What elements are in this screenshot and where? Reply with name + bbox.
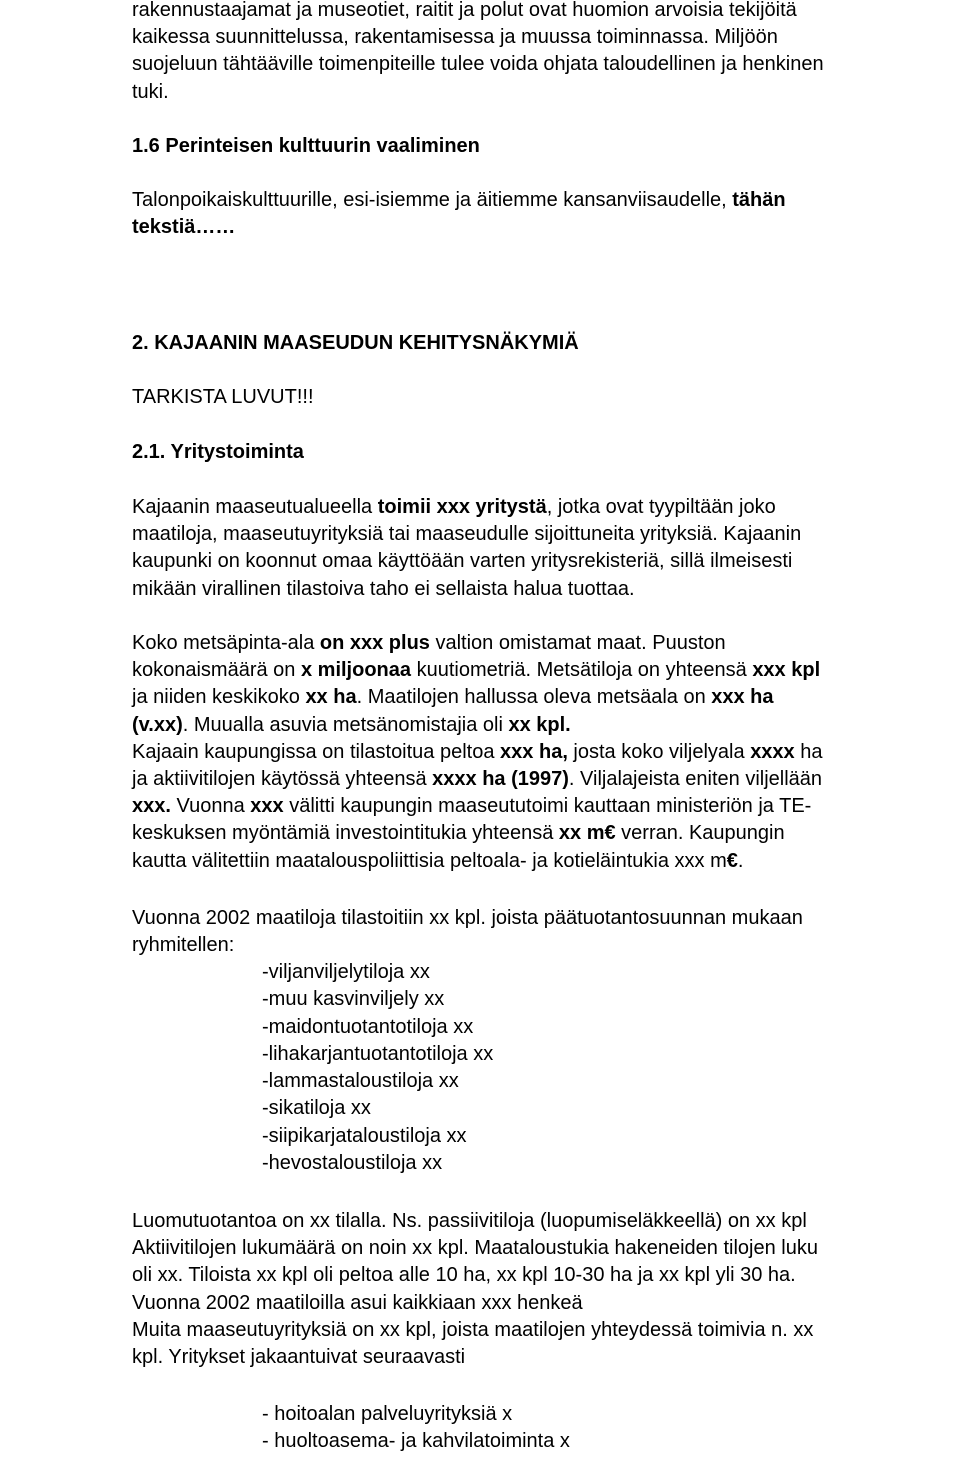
text-line: Aktiivitilojen lukumäärä on noin xx kpl. Maataloustukia hakeneiden tilojen luku [132, 1237, 818, 1260]
list-item: -sikatiloja xx [262, 1097, 371, 1120]
section-1-6-paragraph [132, 187, 786, 241]
text-normal: Kajaanin maaseutualueella [132, 496, 378, 518]
section-heading-1-6: 1.6 Perinteisen kulttuurin vaaliminen [132, 135, 480, 157]
text-line: Vuonna 2002 maatiloja tilastoitiin xx kpl. joista päätuotantosuunnan mukaan [132, 907, 803, 929]
paragraph-3 [132, 905, 803, 959]
text-line: suojeluun tähtääville toimenpiteille tulee voida ohjata taloudellinen ja henkinen [132, 53, 824, 76]
text-bold: xxx [250, 795, 284, 818]
paragraph-4 [132, 1208, 818, 1371]
text-bold: xx ha [305, 686, 357, 709]
text-line: Muita maaseutuyrityksiä on xx kpl, joista maatilojen yhteydessä toimivia n. xx [132, 1318, 814, 1341]
section-heading-2: 2. KAJAANIN MAASEUDUN KEHITYSNÄKYMIÄ [132, 332, 579, 354]
text-line [132, 766, 823, 793]
text-normal: kautta välitettiin maatalouspoliittisia peltoala- ja kotieläintukia xxx m [132, 849, 727, 872]
list-item: -maidontuotantotiloja xx [262, 1015, 474, 1038]
text-normal: ja aktiivitilojen käytössä yhteensä [132, 767, 433, 790]
text-bold: (v.xx) [132, 713, 183, 736]
text-normal: . Maatilojen hallussa oleva metsäala on [356, 686, 712, 709]
text-line: kpl. Yritykset jakaantuivat seuraavasti [132, 1345, 466, 1368]
list-item: -lammastaloustiloja xx [262, 1070, 459, 1093]
text-normal: kokonaismäärä on [132, 659, 301, 682]
text-normal: Kajaain kaupungissa on tilastoitua peltoa [132, 740, 501, 763]
text-line: tuki. [132, 80, 169, 103]
text-normal: ja niiden keskikoko [132, 686, 306, 709]
text-normal: , jotka ovat tyypiltään joko [546, 496, 776, 518]
text-line: oli xx. Tiloista xx kpl oli peltoa alle 10 ha, xx kpl 10-30 ha ja xx kpl yli 30 ha. [132, 1264, 796, 1287]
text-line: Luomutuotantoa on xx tilalla. Ns. passiivitiloja (luopumiseläkkeellä) on xx kpl [132, 1210, 807, 1232]
text-normal: Koko metsäpinta-ala [132, 632, 320, 654]
text-line [132, 187, 786, 214]
text-normal: . Muualla asuvia metsänomistajia oli [182, 713, 509, 736]
paragraph-2 [132, 630, 823, 875]
text-normal: kuutiometriä. Metsätiloja on yhteensä [411, 659, 753, 682]
list-item: -muu kasvinviljely xx [262, 988, 445, 1011]
list-item: -lihakarjantuotantotiloja xx [262, 1042, 494, 1065]
text-bold: on xxx plus [319, 632, 430, 654]
list-item: -siipikarjataloustiloja xx [262, 1124, 467, 1147]
text-normal: kaupunki on koonnut omaa käyttöään varten yritysrekisteriä, sillä ilmeisesti [132, 550, 793, 573]
text-line [132, 712, 823, 739]
text-line [132, 793, 823, 820]
text-bold: xxx. [132, 795, 171, 818]
text-normal: . [737, 849, 744, 872]
text-bold: x miljoonaa [300, 659, 412, 682]
text-bold: € [726, 849, 738, 872]
text-bold: xxx ha, [500, 740, 568, 763]
text-normal: ha [794, 740, 823, 763]
text-line: rakennustaajamat ja museotiet, raitit ja polut ovat huomion arvoisia tekijöitä [132, 0, 797, 21]
farm-group-list [262, 959, 493, 1177]
text-line [132, 548, 801, 575]
text-bold: toimii xxx yritystä [377, 496, 547, 518]
text-line: tekstiä…… [132, 216, 236, 239]
text-normal: verran. Kaupungin [615, 822, 785, 845]
text-normal: mikään virallinen tilastoiva taho ei sellaista halua tuottaa. [132, 577, 635, 600]
text-bold: xxxx ha (1997) [432, 767, 569, 790]
section-heading-2-1: 2.1. Yritystoiminta [132, 441, 304, 463]
text-line [132, 820, 823, 847]
text-line [132, 739, 823, 766]
text-normal: Talonpoikaiskulttuurille, esi-isiemme ja äitiemme kansanviisaudelle, [132, 189, 733, 211]
company-list [262, 1401, 570, 1455]
text-line: kaikessa suunnittelussa, rakentamisessa ja muussa toiminnassa. Miljöön [132, 26, 778, 49]
list-item: - huoltoasema- ja kahvilatoiminta x [262, 1430, 570, 1453]
list-item: -hevostaloustiloja xx [262, 1152, 443, 1175]
text-line [132, 576, 801, 603]
text-line [132, 494, 801, 521]
text-line [132, 657, 823, 684]
text-bold: xxx kpl [752, 659, 821, 682]
intro-paragraph [132, 0, 824, 106]
text-bold: xx m€ [558, 822, 616, 845]
text-bold: xx kpl. [508, 713, 571, 736]
text-normal: valtion omistamat maat. Puuston [429, 632, 726, 654]
text-line [132, 630, 823, 657]
text-bold: tähän [732, 189, 786, 211]
text-normal: välitti kaupungin maaseututoimi kauttaan ministeriön ja TE- [283, 795, 812, 818]
text-line [132, 521, 801, 548]
text-line [132, 684, 823, 711]
check-numbers-note: TARKISTA LUVUT!!! [132, 386, 314, 408]
text-bold: xxx ha [711, 686, 774, 709]
list-item: -viljanviljelytiloja xx [262, 961, 430, 983]
text-normal: josta koko viljelyala [567, 740, 751, 763]
text-line [132, 848, 823, 875]
text-normal: . Viljalajeista eniten viljellään [568, 767, 823, 790]
text-normal: keskuksen myöntämiä investointitukia yhteensä [132, 822, 559, 845]
text-line: Vuonna 2002 maatiloilla asui kaikkiaan xxx henkeä [132, 1291, 583, 1314]
paragraph-1 [132, 494, 801, 603]
list-item: - hoitoalan palveluyrityksiä x [262, 1403, 513, 1425]
text-bold: xxxx [750, 740, 795, 763]
text-line: ryhmitellen: [132, 934, 235, 957]
text-normal: maatiloja, maaseutuyrityksiä tai maaseudulle sijoittuneita yrityksiä. Kajaanin [132, 523, 802, 546]
text-normal: Vuonna [170, 795, 251, 818]
